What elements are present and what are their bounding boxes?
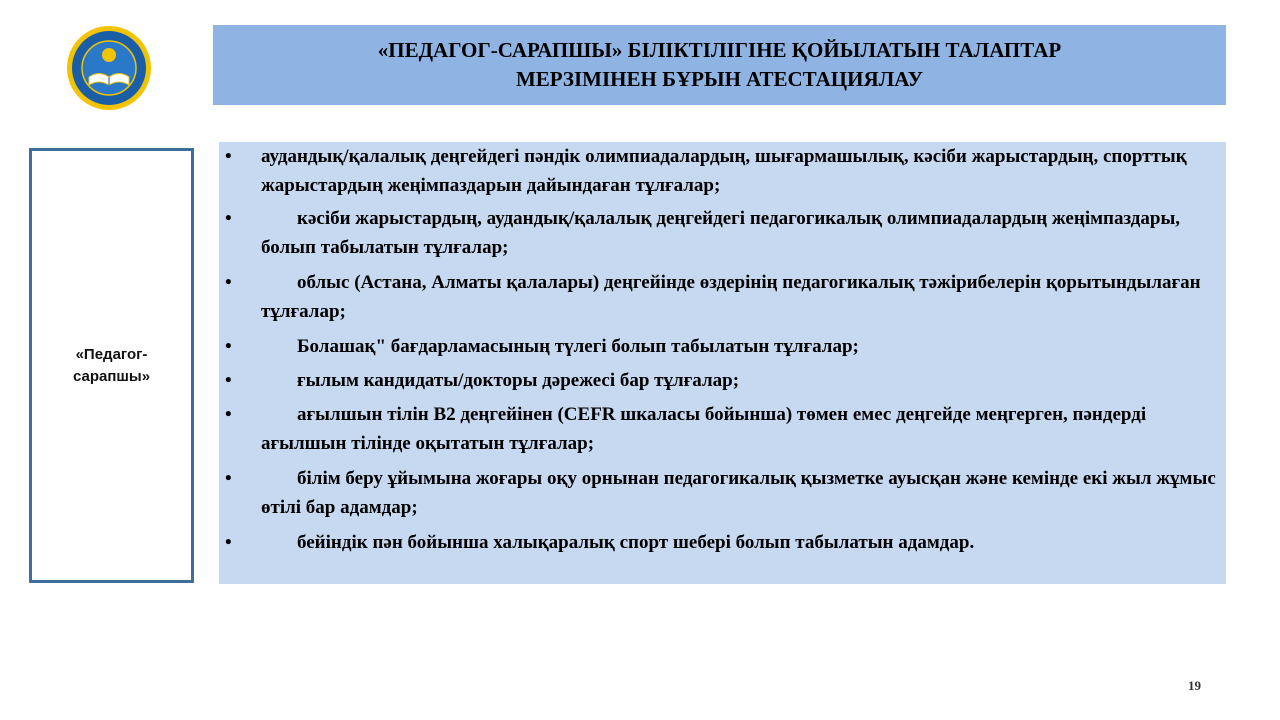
bullet-dot: • [225,272,232,293]
list-item [219,366,1226,395]
list-item-text: ағылшын тілін В2 деңгейінен (CEFR шкаласы бойынша) төмен емес деңгейде меңгерген, пәндерді ағылшын тілінде оқытатын тұлғалар; [261,404,1147,454]
list-item [219,204,1226,262]
requirements-panel [219,142,1226,584]
list-item-text: облыс (Астана, Алматы қалалары) деңгейінде өздерінің педагогикалық тәжірибелерін қорытындылаған тұлғалар; [261,272,1201,322]
list-item-text: кәсіби жарыстардың, аудандық/қалалық деңгейдегі педагогикалық олимпиадалардың жеңімпаздары, болып табылатын тұлғалар; [261,208,1181,258]
bullet-dot: • [225,404,232,425]
list-item-text: бейіндік пән бойынша халықаралық спорт шебері болып табылатын адамдар. [297,532,975,553]
bullet-dot: • [225,532,232,553]
page-number: 19 [1188,678,1201,693]
category-label: «Педагог-сарапшы» [72,345,151,385]
list-item-text: Болашақ" бағдарламасының түлегі болып табылатын тұлғалар; [297,336,859,357]
bullet-dot: • [225,208,232,229]
list-item-text: ғылым кандидаты/докторы дәрежесі бар тұлғалар; [297,370,740,391]
bullet-dot: • [225,370,232,391]
bullet-dot: • [225,468,232,489]
title-line-1: «ПЕДАГОГ-САРАПШЫ» БІЛІКТІЛІГІНЕ ҚОЙЫЛАТЫН ТАЛАПТАР [377,38,1062,62]
list-item-text: аудандық/қалалық деңгейдегі пәндік олимпиадалардың, шығармашылық, кәсіби жарыстардың, спорттық жарыстардың жеңімпаздарын дайындаған тұлғалар; [261,146,1187,196]
bullet-dot: • [225,336,232,357]
bullet-dot: • [225,146,232,167]
list-item [219,268,1226,326]
category-box [29,148,194,583]
list-item-text: білім беру ұйымына жоғары оқу орнынан педагогикалық қызметке ауысқан және кемінде екі жыл жұмыс өтілі бар адамдар; [261,468,1216,518]
list-item [219,142,1226,200]
book-emblem-icon [64,25,154,111]
title-banner [213,25,1226,105]
title-line-2: МЕРЗІМІНЕН БҰРЫН АТЕСТАЦИЯЛАУ [515,67,923,91]
list-item [219,528,1226,557]
list-item [219,400,1226,458]
list-item [219,464,1226,522]
logo-emblem [64,25,154,111]
list-item [219,332,1226,361]
